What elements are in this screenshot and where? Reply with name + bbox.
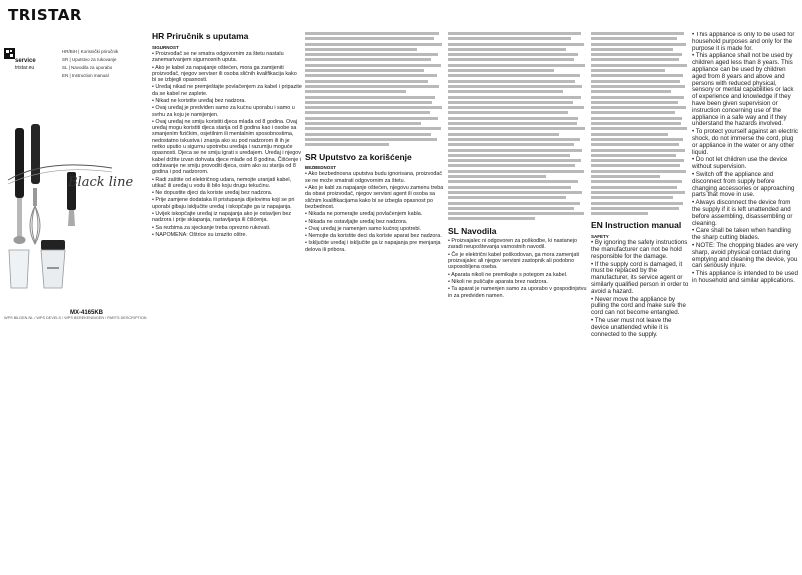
sl-safety-text [448,238,588,299]
hr-point: • NAPOMENA: Oštrice su izrazito oštre. [152,231,248,238]
hr-safety-text [152,51,302,238]
hr-point: • Ovaj uređaj je predviđen samo za kućnu uporabu i samo u svrhu za koju je namijenjen. [152,105,295,118]
en-column-left [591,32,689,572]
bottom-caption: WPS BILDEN.NL / WPS DEVELS / WPS BEREKENINGEN / PARTS DESCRIPTION [4,316,147,320]
sr-title: SR Uputstvo za korišćenje [305,151,412,162]
en-point: • Never move the appliance by pulling the cord and make sure the cord can not become entangled. [591,295,686,317]
en-point: • Do not let children use the device without supervision. [692,156,788,171]
hr-point: • Ovaj uređaj ne smiju koristiti djeca mlađa od 8 godina. Ovaj uređaj mogu koristiti djeca starija od 8 godina kao i osobe sa smanjenim fizičkim, osjetilnim ili mentalnim sposobnostima, nedostatno iskustva i znanja ako su pod nadzorom ili ih je netko uputio u sigurnu upotrebu uređaja i razumiju moguće opasnosti. Djeca se ne smiju igrati s uređajem. Uređaj i njegov kabel držite izvan dohvata djece mlađe od 8 godina. Čišćenje i održavanje ne smiju provoditi djeca, osim ako su starija od 8 godina i pod nadzorom. [152,118,301,176]
en-point: • By ignoring the safety instructions the manufacturer can not be hold responsible for the damage. [591,239,688,260]
sr-point: • Isključite uređaj i isključite ga iz napajanja pre menjanja delova ili pribora. [305,240,441,253]
sr-point: • Nikada ne pomerajte uređaj povlačenjem kabla. [305,211,423,218]
cover-panel [0,0,147,575]
hr-safety-heading: SIGURNOST [152,44,179,50]
en-point: • NOTE: The chopping blades are very sharp, avoid physical contact during emptying and cleaning the device, you can seriously injure. [692,241,798,270]
hr-point: • Prije zamjene dodataka ili pristupanja dijelovima koji se pri uporabi gibaju isključite uređaj i iskopčajte ga iz napajanja. [152,197,295,210]
sl-point: • Proizvajalec ni odgovoren za poškodbe, ki nastanejo zaradi neupoštevanja varnostnih navodil. [448,238,577,251]
service-line1: service [15,58,36,64]
en-safety-text-right [692,32,798,285]
sl-continuation-text [591,32,689,215]
en-point: • This appliance is only to be used for household purposes and only for the purpose it is made for. [692,32,795,52]
hr-point: • Ne dopustite djeci da koriste uređaj bez nadzora. [152,190,273,197]
hr-point: • Nikad ne koristite uređaj bez nadzora. [152,97,246,104]
en-point: • This appliance is intended to be used in household and similar applications. [692,270,798,284]
product-line-name: Black line [68,175,134,190]
service-label [15,58,36,72]
en-point: • If the supply cord is damaged, it must be replaced by the manufacturer, its service agent or similarly qualified person in order to avoid a hazard. [591,260,689,295]
hr-point: • Radi zaštite od električnog udara, nemojte uranjati kabel, utikač ili uređaj u vodu ili bilo koju drugu tekućinu. [152,176,292,189]
hr-point: • Uvijek iskopčajte uređaj iz napajanja ako je ostavljen bez nadzora i prije sklapanja, rastavljanja ili čišćenja. [152,211,292,224]
model-number: MX-4165KB [70,310,104,316]
service-line2: tristar.eu [15,65,35,71]
sl-column [448,32,588,572]
sr-point: • Nemojte da koristite deci da koriste aparat bez nadzora. [305,233,442,240]
en-point: • This appliance shall not be used by children aged less than 8 years. This appliance can be used by children aged from 8 years and above and persons with reduced physical, sensory or mental capabilities or lack of experience and knowledge if they have been given supervision or instruction concerning use of the appliance in a safe way and if they understand the hazards involved. [692,52,794,128]
sr-point: • Ako bezbednosna uputstva budu ignorisana, proizvođač se ne može smatrati odgovornim za štetu. [305,171,443,184]
sr-point: • Ovaj uređaj je namenjen samo kućnoj upotrebi. [305,225,422,232]
sl-title: SL Navodila [448,225,497,236]
en-point: • Always disconnect the device from the supply if it is left unattended and before assembling, disassembling or cleaning. [692,199,793,227]
hr-column-large [152,32,302,572]
en-point: • Switch off the appliance and disconnect from supply before changing accessories or approaching parts that move in use. [692,170,795,199]
language-item: EN | Instruction manual [62,73,109,78]
en-safety-text-left [591,240,689,338]
en-safety-heading: SAFETY [591,233,609,239]
en-point: • The user must not leave the device unattended while it is connected to the supply. [591,317,672,338]
en-point: • Care shall be taken when handling the sharp cutting blades. [692,227,791,242]
service-qr-icon [4,48,15,59]
hr-point: • Ako je kabel za napajanje oštećen, mora ga zamijeniti proizvođač, njegov serviser ili osoba sličnih kvalifikacija kako bi se izbjegli opasnosti. [152,64,297,84]
sl-point: • Če je električni kabel poškodovan, ga mora zamenjati proizvajalec ali njegov servisni zastopnik ali podobno usposobljena oseba. [448,251,580,271]
sr-point: • Ako je kabl za napajanje oštećen, njegovu zamenu treba da obavi proizvođač, njegov servisni agent ili osoba sa sličnim kvalifikacijama kako bi se izbegla opasnost po bezbednost. [305,185,444,210]
sl-point: • Aparata nikoli ne premikajte s potegom za kabel. [448,271,568,278]
hr-intro: • Proizvođač se ne smatra odgovornim za štetu nastalu zanemarivanjem sigurnosnih uputa. [152,50,284,64]
language-item: HR/BiH | Korisnički priručnik [62,49,119,54]
sr-safety-heading: BEZBEDNOST [305,165,337,171]
product-illustration [5,110,115,310]
hr-point: • Uređaj nikad ne premještajte povlačenjem za kabel i pripazite da se kabel ne zaplete. [152,84,302,97]
hr-title: HR Priručnik s uputama [152,32,249,41]
en-column-right [692,32,798,572]
language-item: SR | Uputstvo za rukovanje [62,57,117,62]
en-point: • To protect yourself against an electric shock, do not immerse the cord, plug or appliance in the water or any other liquid. [692,128,798,156]
sl-point: • Ta aparat je namenjen samo za uporabo v gospodinjstvu in za predviden namen. [448,286,587,299]
sr-column [305,32,445,572]
brand-logo: TRISTAR [8,6,82,24]
sr-continuation-text [448,32,588,220]
language-item: SL | Navodila za uporabo [62,65,113,70]
hr-point: • Sa rezbima za sjeckanje treba oprezno rukovati. [152,224,271,231]
sr-safety-text [305,171,445,253]
sr-point: • Nikada ne ostavljajte uređaj bez nadzora. [305,218,408,225]
hr-continuation-text [305,32,445,146]
en-title: EN Instruction manual [591,220,682,231]
language-list [62,48,118,80]
sl-point: • Nikoli ne puščajte aparata brez nadzora. [448,278,548,285]
